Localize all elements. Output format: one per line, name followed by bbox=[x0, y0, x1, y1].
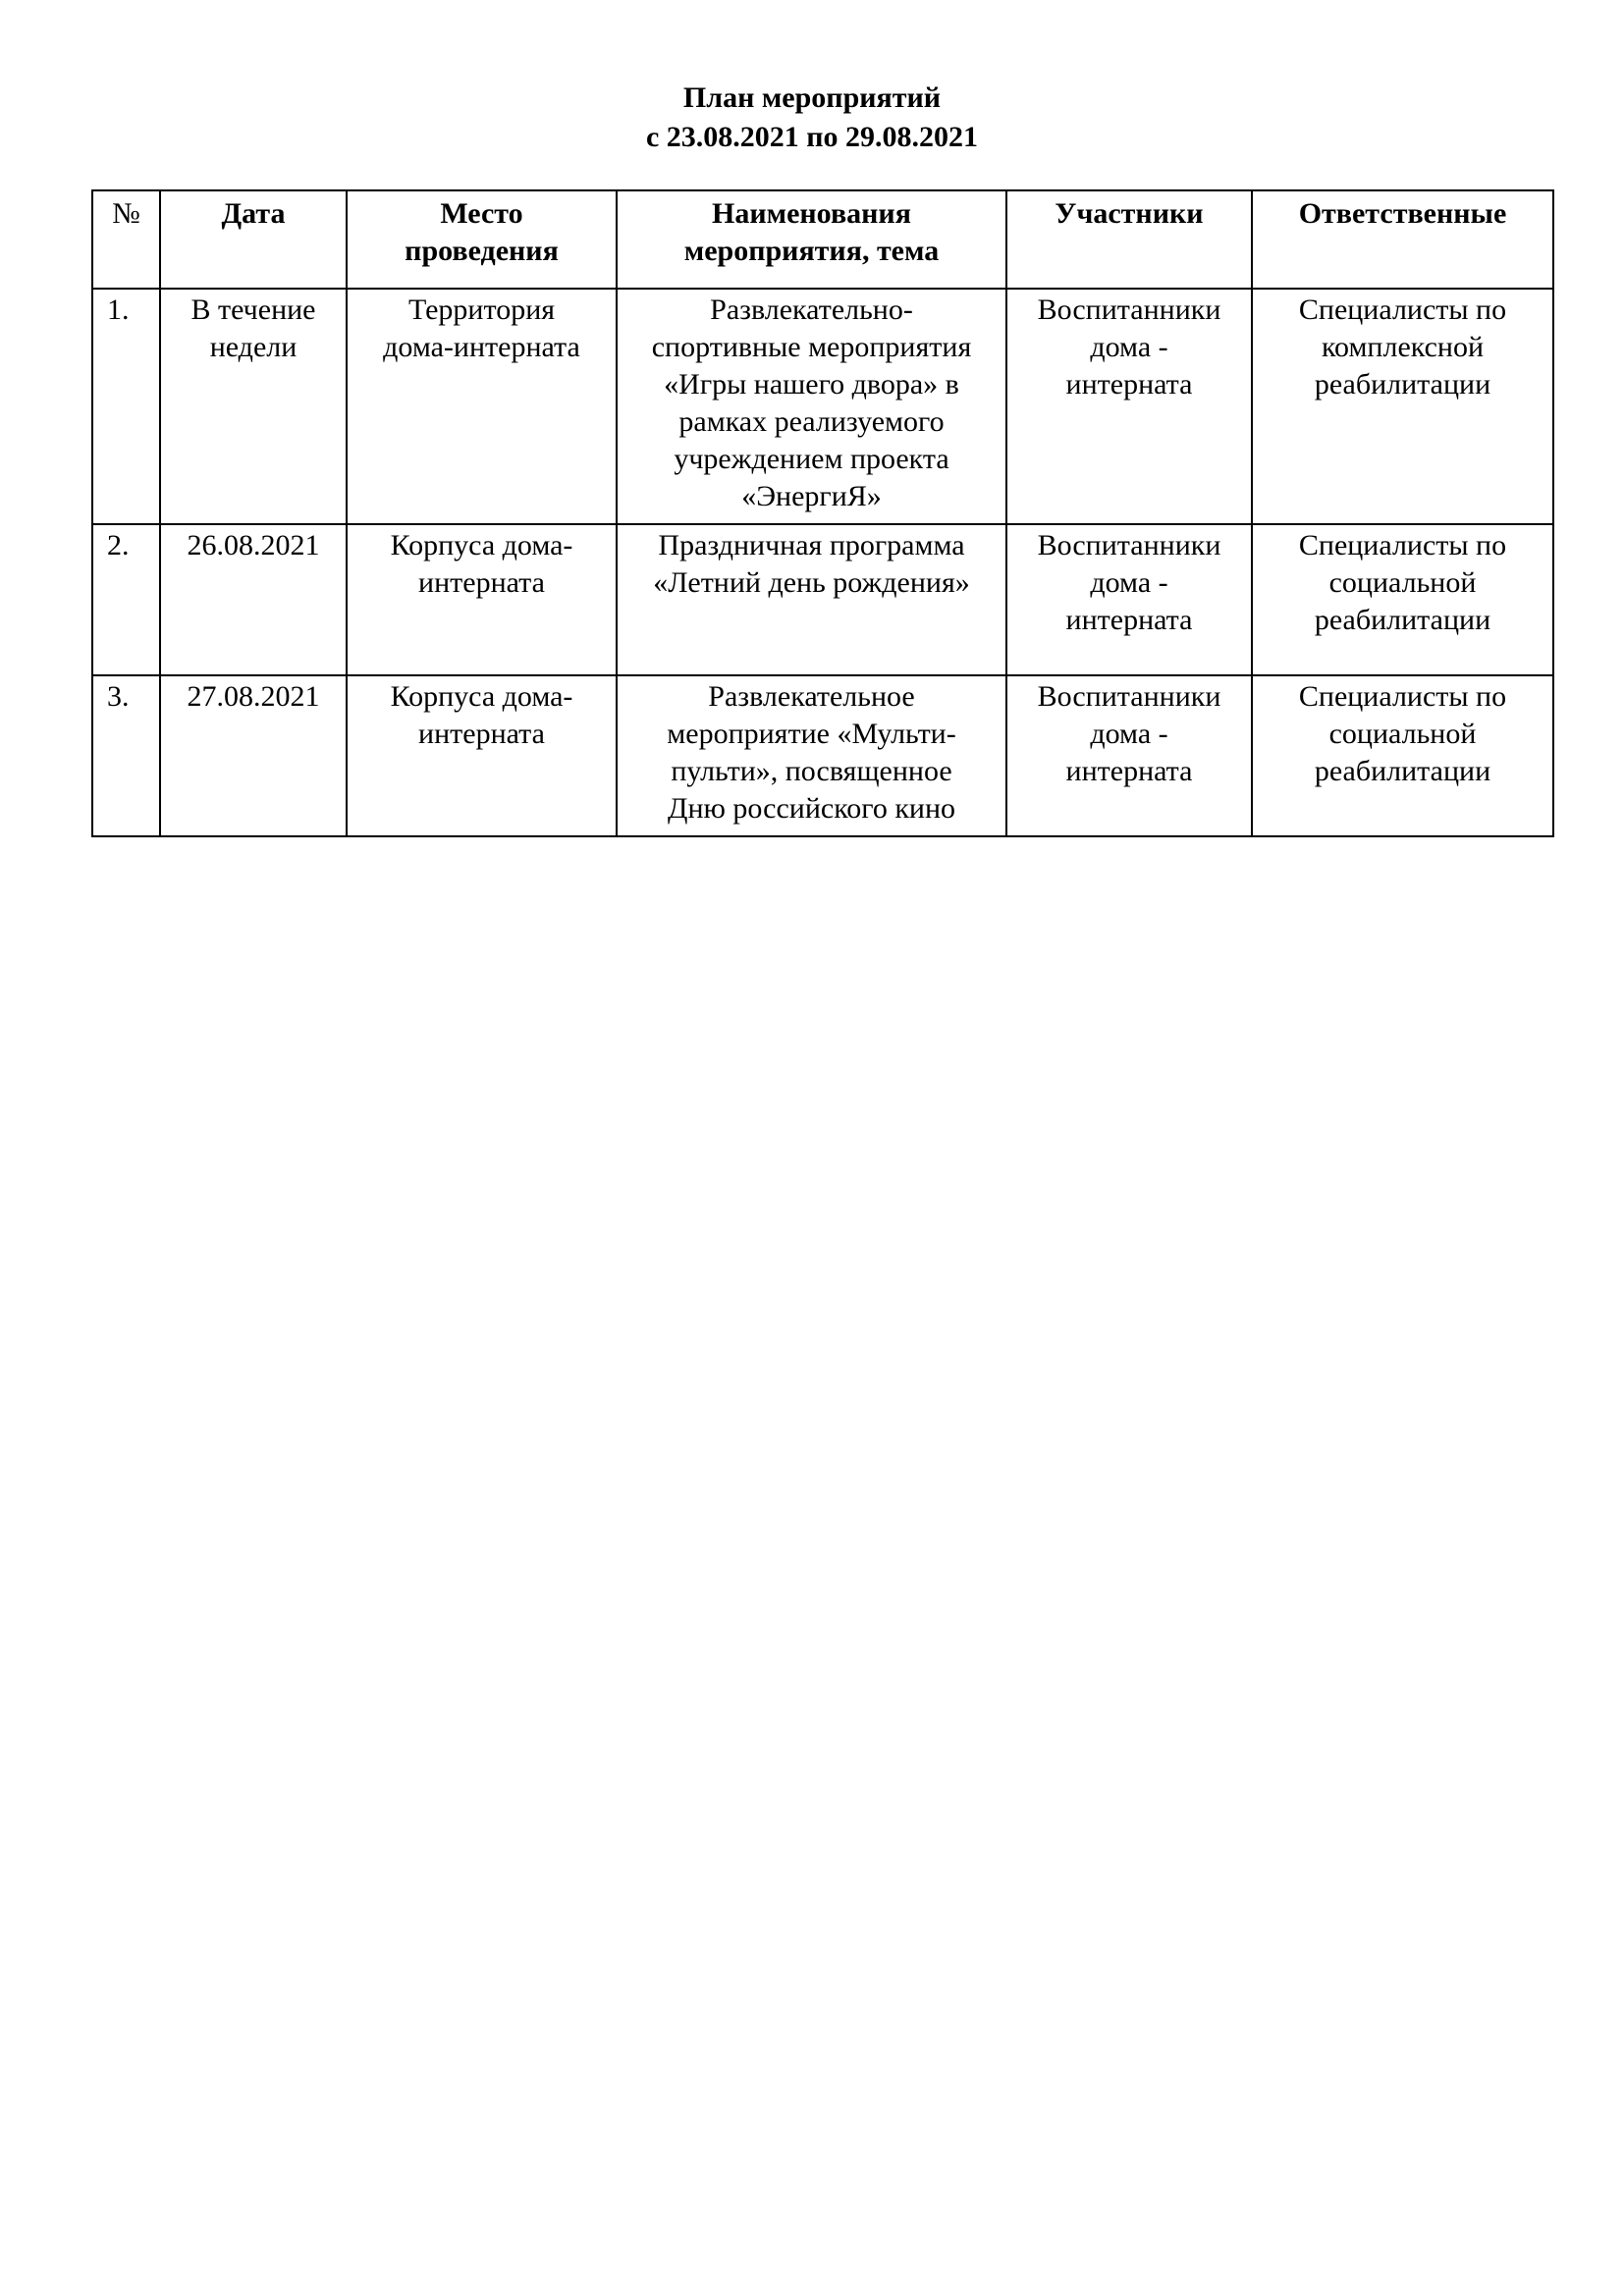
table-row bbox=[92, 289, 1553, 524]
row-number: 2. bbox=[92, 524, 160, 675]
row-place: Корпуса дома- интерната bbox=[347, 524, 617, 675]
row-event: Праздничная программа «Летний день рождения» bbox=[617, 524, 1006, 675]
row-event: Развлекательно- спортивные мероприятия «Игры нашего двора» в рамках реализуемого учреждением проекта «ЭнергиЯ» bbox=[617, 289, 1006, 524]
row-date: В течение недели bbox=[160, 289, 347, 524]
row-date: 26.08.2021 bbox=[160, 524, 347, 675]
row-date: 27.08.2021 bbox=[160, 675, 347, 836]
document-title: План мероприятий bbox=[682, 81, 942, 114]
header-responsible: Ответственные bbox=[1252, 190, 1553, 289]
header-participants: Участники bbox=[1006, 190, 1252, 289]
document-header bbox=[0, 79, 1624, 157]
row-place: Территория дома-интерната bbox=[347, 289, 617, 524]
header-place: Место проведения bbox=[347, 190, 617, 289]
row-event: Развлекательное мероприятие «Мульти- пульти», посвященное Дню российского кино bbox=[617, 675, 1006, 836]
table-row bbox=[92, 675, 1553, 836]
row-participants: Воспитанники дома - интерната bbox=[1006, 524, 1252, 675]
row-number: 3. bbox=[92, 675, 160, 836]
header-number: № bbox=[92, 190, 160, 289]
table-header-row bbox=[92, 190, 1553, 289]
row-number: 1. bbox=[92, 289, 160, 524]
row-participants: Воспитанники дома - интерната bbox=[1006, 289, 1252, 524]
events-table bbox=[91, 189, 1554, 837]
header-event: Наименования мероприятия, тема bbox=[617, 190, 1006, 289]
row-responsible: Специалисты по социальной реабилитации bbox=[1252, 524, 1553, 675]
row-responsible: Специалисты по социальной реабилитации bbox=[1252, 675, 1553, 836]
document-date-range: с 23.08.2021 по 29.08.2021 bbox=[645, 121, 979, 153]
row-participants: Воспитанники дома - интерната bbox=[1006, 675, 1252, 836]
row-responsible: Специалисты по комплексной реабилитации bbox=[1252, 289, 1553, 524]
header-date: Дата bbox=[160, 190, 347, 289]
table-row bbox=[92, 524, 1553, 675]
row-place: Корпуса дома- интерната bbox=[347, 675, 617, 836]
